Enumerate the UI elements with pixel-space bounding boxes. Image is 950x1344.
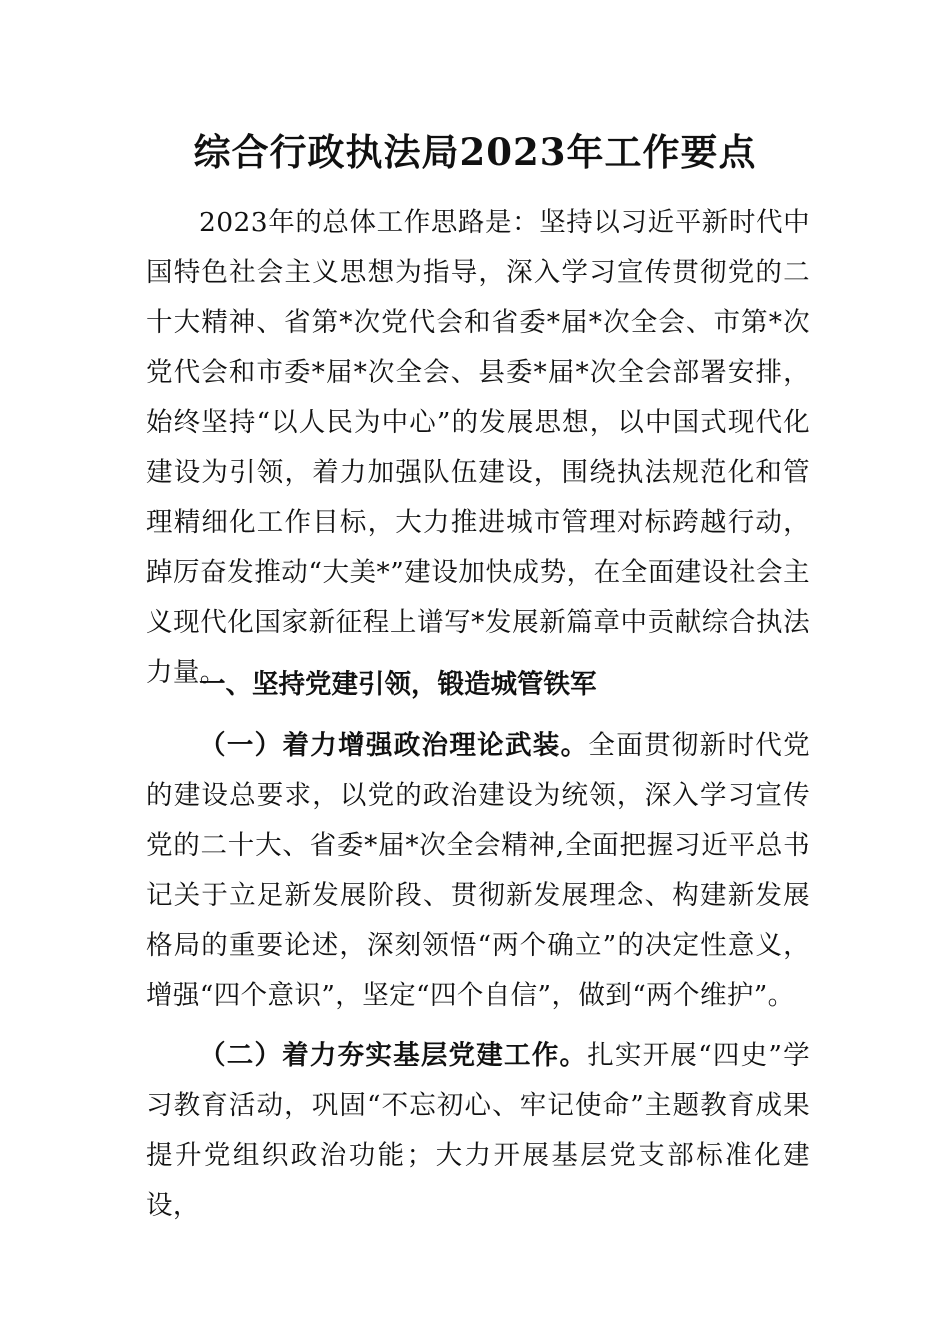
- item-paragraph-2: [146, 1031, 810, 1231]
- intro-paragraph: 2023年的总体工作思路是：坚持以习近平新时代中国特色社会主义思想为指导，深入学习宣传贯彻党的二十大精神、省第*次党代会和省委*届*次全会、市第*次党代会和市委*届*次全会、县委*届*次全会部署安排，始终坚持“以人民为中心”的发展思想，以中国式现代化建设为引领，着力加强队伍建设，围绕执法规范化和管理精细化工作目标，大力推进城市管理对标跨越行动，踔厉奋发推动“大美*”建设加快成势，在全面建设社会主义现代化国家新征程上谱写*发展新篇章中贡献综合执法力量。: [146, 207, 810, 688]
- item-paragraph-1: [146, 721, 810, 1021]
- section-heading-1: 一、坚持党建引领，锻造城管铁军: [199, 669, 597, 700]
- item-body-1: 全面贯彻新时代党的建设总要求，以党的政治建设为统领，深入学习宣传党的二十大、省委*届*次全会精神,全面把握习近平总书记关于立足新发展阶段、贯彻新发展理念、构建新发展格局的重要论述，深刻领悟“两个确立”的决定性意义，增强“四个意识”，坚定“四个自信”，做到“两个维护”。: [146, 730, 811, 1011]
- item-lead-1: （一）着力增强政治理论武装。: [199, 730, 589, 761]
- item-lead-2: （二）着力夯实基层党建工作。: [199, 1040, 588, 1071]
- document-title: 综合行政执法局2023年工作要点: [193, 130, 757, 174]
- item-body-2: 扎实开展“四史”学习教育活动，巩固“不忘初心、牢记使命”主题教育成果提升党组织政治功能；大力开展基层党支部标准化建设，: [146, 1040, 810, 1221]
